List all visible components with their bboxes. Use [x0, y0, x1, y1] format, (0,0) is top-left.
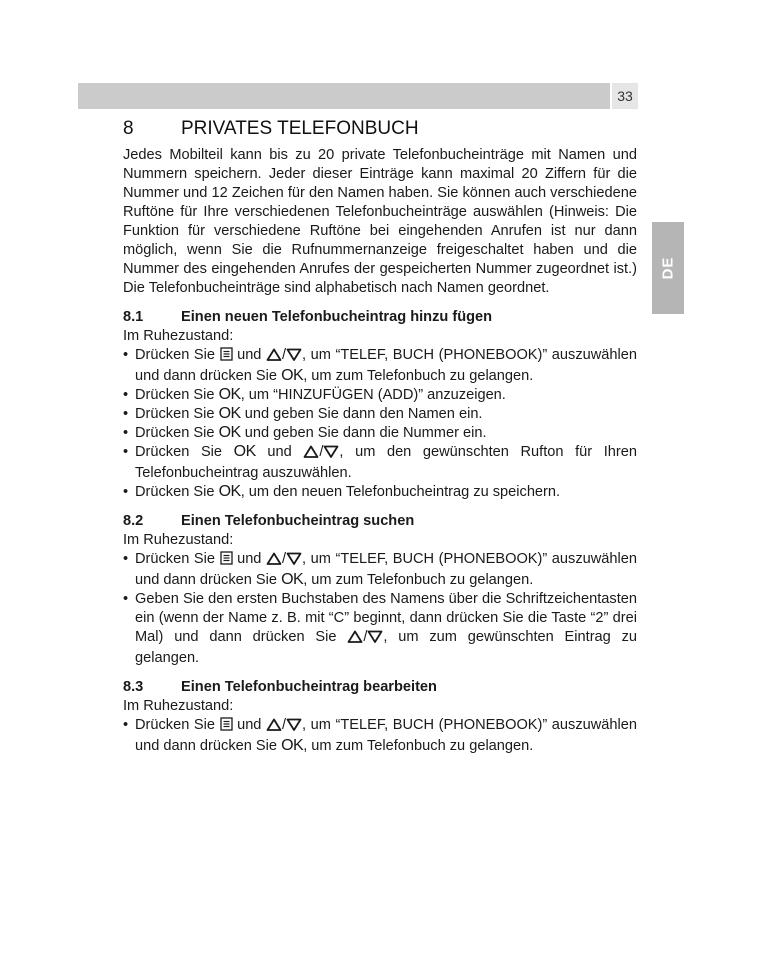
ok-key-label: OK	[218, 424, 241, 441]
section-title: Einen Telefonbucheintrag bearbeiten	[181, 679, 437, 695]
ok-key-label: OK	[281, 571, 304, 588]
up-arrow-icon	[347, 630, 363, 649]
list-item: • Drücken Sie und / , um “TELEF, BUCH (PHONEBOOK)” auszuwählen und dann drücken Sie OK, um zum Telefonbuch zu gelangen.	[123, 346, 637, 386]
list-item: • Drücken Sie OK, um “HINZUFÜGEN (ADD)” anzuzeigen.	[123, 386, 637, 405]
section-heading	[123, 309, 637, 325]
page-number: 33	[612, 83, 638, 109]
list-item: • Drücken Sie OK und geben Sie dann den Namen ein.	[123, 405, 637, 424]
page-content	[123, 118, 637, 756]
header-bar	[78, 83, 610, 109]
section-number: 8.1	[123, 309, 144, 325]
section-heading	[123, 513, 637, 529]
up-arrow-icon	[266, 718, 282, 737]
list-item: • Drücken Sie und / , um “TELEF, BUCH (PHONEBOOK)” auszuwählen und dann drücken Sie OK, um zum Telefonbuch zu gelangen.	[123, 550, 637, 590]
menu-icon	[220, 551, 233, 571]
down-arrow-icon	[286, 348, 302, 367]
down-arrow-icon	[286, 552, 302, 571]
intro-paragraph: Jedes Mobilteil kann bis zu 20 private Telefonbucheinträge mit Namen und Nummern speichern. Jeder dieser Einträge kann maximal 20 Ziffern für die Nummer und 12 Zeichen für den Namen haben. Sie können auch verschiedene Ruftöne für Ihre verschiedenen Telefonbucheinträge auswählen (Hinweis: Die Funktion für verschiedene Ruftöne bei eingehenden Anrufen ist nur dann möglich, wenn Sie die Rufnummernanzeige freigeschaltet haben und die Nummer des eingehenden Anrufes der gespeicherten Nummer zugeordnet ist.) Die Telefonbucheinträge sind alphabetisch nach Namen geordnet.	[123, 147, 637, 296]
up-arrow-icon	[266, 552, 282, 571]
up-arrow-icon	[303, 445, 319, 464]
section-title: Einen neuen Telefonbucheintrag hinzu fügen	[181, 309, 493, 325]
up-arrow-icon	[266, 348, 282, 367]
menu-icon	[220, 347, 233, 367]
ok-key-label: OK	[218, 483, 241, 500]
list-item: • Drücken Sie OK und / , um den gewünschten Rufton für Ihren Telefonbucheintrag auszuwählen.	[123, 443, 637, 483]
ok-key-label: OK	[281, 367, 304, 384]
chapter-heading	[123, 118, 637, 140]
instruction-list	[123, 716, 637, 756]
idle-state-label: Im Ruhezustand:	[123, 698, 234, 714]
chapter-title: PRIVATES TELEFONBUCH	[181, 118, 419, 139]
instruction-list	[123, 550, 637, 668]
menu-icon	[220, 717, 233, 737]
list-item: • Geben Sie den ersten Buchstaben des Namens über die Schriftzeichentasten ein (wenn der Name z. B. mit “C” beginnt, dann drücken Sie die Taste “2” drei Mal) und dann drücken Sie / , um zum gewünschten Eintrag zu gelangen.	[123, 590, 637, 668]
section-heading	[123, 679, 637, 695]
idle-state-label: Im Ruhezustand:	[123, 328, 234, 344]
idle-state-label: Im Ruhezustand:	[123, 532, 234, 548]
ok-key-label: OK	[218, 405, 241, 422]
language-tab	[652, 222, 684, 314]
ok-key-label: OK	[233, 443, 256, 460]
down-arrow-icon	[367, 630, 383, 649]
down-arrow-icon	[323, 445, 339, 464]
list-item: • Drücken Sie OK, um den neuen Telefonbucheintrag zu speichern.	[123, 483, 637, 502]
ok-key-label: OK	[218, 386, 241, 403]
instruction-list	[123, 346, 637, 502]
section-title: Einen Telefonbucheintrag suchen	[181, 513, 415, 529]
section-number: 8.3	[123, 679, 144, 695]
language-tab-label: DE	[659, 256, 677, 280]
chapter-number: 8	[123, 118, 134, 139]
down-arrow-icon	[286, 718, 302, 737]
ok-key-label: OK	[281, 737, 304, 754]
list-item: • Drücken Sie OK und geben Sie dann die Nummer ein.	[123, 424, 637, 443]
list-item: • Drücken Sie und / , um “TELEF, BUCH (PHONEBOOK)” auszuwählen und dann drücken Sie OK, um zum Telefonbuch zu gelangen.	[123, 716, 637, 756]
section-number: 8.2	[123, 513, 144, 529]
